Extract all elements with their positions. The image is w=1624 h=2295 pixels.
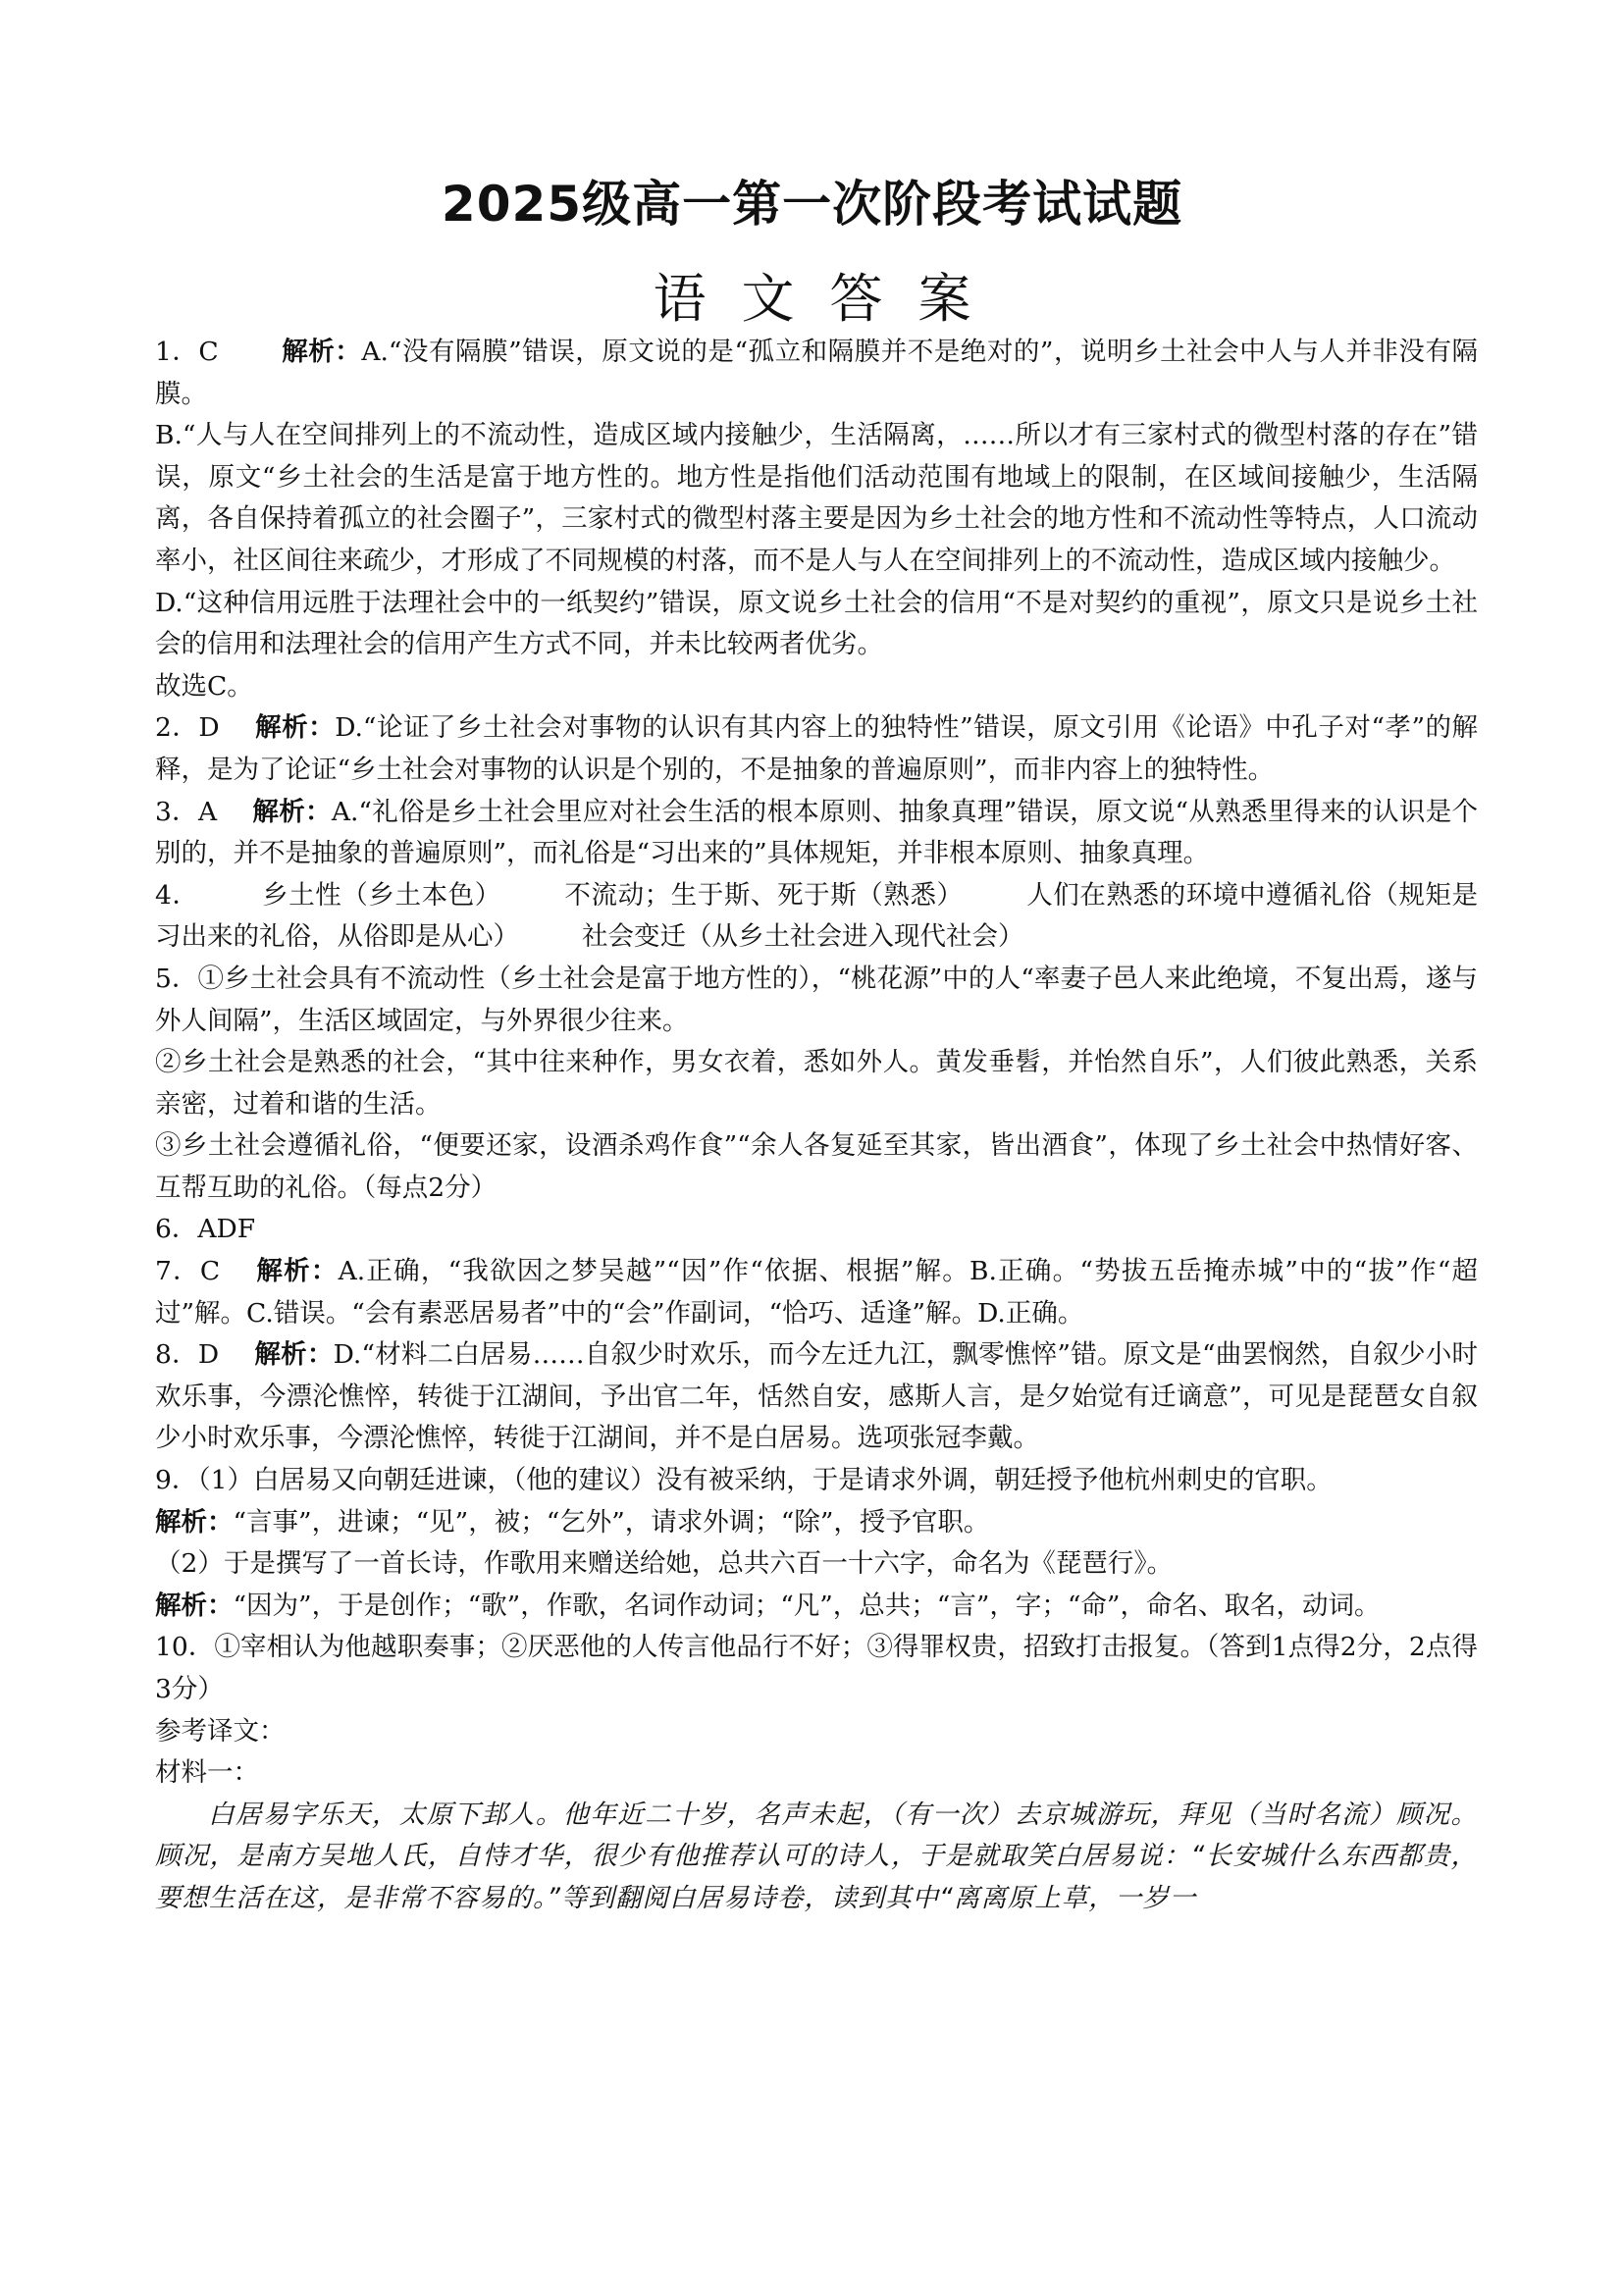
material-one-heading: 材料一：: [155, 1757, 259, 1789]
q1-option-a: A.“没有隔膜”错误，原文说的是“孤立和隔膜并不是绝对的”，说明乡土社会中人与人并非没有隔膜。: [155, 337, 1478, 409]
q4-number: 4．: [155, 879, 199, 911]
q8-analysis-label: 解析：: [254, 1339, 334, 1371]
q9-analysis-text-1: “言事”，进谏；“见”，被；“乞外”，请求外调；“除”，授予官职。: [233, 1506, 990, 1538]
answer-q9-analysis2: [155, 1586, 1478, 1628]
q3-text: A.“礼俗是乡土社会里应对社会生活的根本原则、抽象真理”错误，原文说“从熟悉里得来的认识是个别的，并不是抽象的普遍原则”，而礼俗是“习出来的”具体规矩，并非根本原则、抽象真理。: [155, 796, 1479, 869]
answer-body: [155, 332, 1478, 1920]
q1-option-b: B.“人与人在空间排列上的不流动性，造成区域内接触少，生活隔离，……所以才有三家村式的微型村落的存在”错误，原文“乡土社会的生活是富于地方性的。地方性是指他们活动范围有地域上的限制，在区域间接触少，生活隔离，各自保持着孤立的社会圈子”，三家村式的微型村落主要是因为乡土社会的地方性和不流动性等特点，人口流动率小，社区间往来疏少，才形成了不同规模的村落，而不是人与人在空间排列上的不流动性，造成区域内接触少。: [155, 420, 1478, 576]
q7-analysis-label: 解析：: [255, 1256, 339, 1287]
q8-text: D.“材料二白居易……自叙少时欢乐，而今左迁九江，飘零憔悴”错。原文是“曲罢悯然，自叙少小时欢乐事，今漂沦憔悴，转徙于江湖间，予出官二年，恬然自安，感斯人言，是夕始觉有迁谪意”，可见是琵琶女自叙少小时欢乐事，今漂沦憔悴，转徙于江湖间，并不是白居易。选项张冠李戴。: [155, 1339, 1479, 1454]
q1-analysis-label: 解析：: [281, 337, 362, 367]
q9-analysis-label-1: 解析：: [155, 1506, 234, 1538]
q1-option-d: D.“这种信用远胜于法理社会中的一纸契约”错误，原文说乡土社会的信用“不是对契约的重视”，原文只是说乡土社会的信用和法理社会的信用产生方式不同，并未比较两者优劣。: [155, 587, 1478, 660]
answer-q7: [155, 1251, 1478, 1334]
answer-q5-point3: ③乡土社会遵循礼俗，“便要还家，设酒杀鸡作食”“余人各复延至其家，皆出酒食”，体现了乡土社会中热情好客、互帮互助的礼俗。（每点2分）: [155, 1130, 1478, 1203]
answer-q4: [155, 875, 1478, 959]
q9-analysis-text-2: “因为”，于是创作；“歌”，作歌，名词作动词；“凡”，总共；“言”，字；“命”，命名、取名，动词。: [233, 1590, 1381, 1621]
q3-number: 3．A: [155, 796, 218, 827]
answer-q1-line1: [155, 332, 1478, 415]
answer-q5-point2: ②乡土社会是熟悉的社会，“其中往来种作，男女衣着，悉如外人。黄发垂髫，并怡然自乐”，人们彼此熟悉，关系亲密，过着和谐的生活。: [155, 1047, 1478, 1120]
answer-q9-part2: （2）于是撰写了一首长诗，作歌用来赠送给她，总共六百一十六字，命名为《琵琶行》。: [155, 1548, 1174, 1580]
q4-point3: 人们在熟悉的环境中遵循礼俗（规矩是习出来的礼俗，从俗即是从心）: [155, 879, 1479, 953]
answer-q9-part1: 9．（1）白居易又向朝廷进谏，（他的建议）没有被采纳，于是请求外调，朝廷授予他杭州刺史的官职。: [155, 1465, 1333, 1496]
q4-point2: 不流动；生于斯、死于斯（熟悉）: [563, 879, 964, 911]
answer-q6: 6．ADF: [155, 1214, 256, 1245]
answer-q9-analysis1: [155, 1502, 1478, 1544]
q3-analysis-label: 解析：: [252, 796, 332, 827]
q7-number: 7．C: [155, 1256, 221, 1287]
q7-text: A.正确，“我欲因之梦吴越”“因”作“依据、根据”解。B.正确。“势拔五岳掩赤城”中的“拔”作“超过”解。C.错误。“会有素恶居易者”中的“会”作副词，“恰巧、适逢”解。D.正确。: [155, 1256, 1479, 1329]
q1-number: 1．C: [155, 337, 219, 367]
q2-number: 2．D: [155, 712, 220, 744]
page-title: 2025级高一第一次阶段考试试题: [441, 176, 1183, 233]
answer-q2: [155, 707, 1478, 791]
q2-analysis-label: 解析：: [254, 712, 336, 744]
q8-number: 8．D: [155, 1339, 220, 1371]
q2-text: D.“论证了乡土社会对事物的认识有其内容上的独特性”错误，原文引用《论语》中孔子对“孝”的解释，是为了论证“乡土社会对事物的认识是个别的，不是抽象的普遍原则”，而非内容上的独特性。: [155, 712, 1479, 785]
answer-q3: [155, 792, 1478, 875]
answer-q8: [155, 1334, 1478, 1460]
material-one-translation: 白居易字乐天，太原下邽人。他年近二十岁，名声未起，（有一次）去京城游玩，拜见（当时名流）顾况。顾况，是南方吴地人氏，自恃才华，很少有他推荐认可的诗人，于是就取笑白居易说：“长安城什么东西都贵，要想生活在这，是非常不容易的。”等到翻阅白居易诗卷，读到其中“离离原上草，一岁一: [155, 1799, 1478, 1913]
answer-q10: 10．①宰相认为他越职奏事；②厌恶他的人传言他品行不好；③得罪权贵，招致打击报复。（答到1点得2分，2点得3分）: [155, 1632, 1478, 1704]
q9-analysis-label-2: 解析：: [155, 1590, 234, 1621]
answer-q5-point1: 5．①乡土社会具有不流动性（乡土社会是富于地方性的），“桃花源”中的人“率妻子邑人来此绝境，不复出焉，遂与外人间隔”，生活区域固定，与外界很少往来。: [155, 963, 1478, 1036]
translation-heading: 参考译文：: [155, 1715, 286, 1747]
q4-point4: 社会变迁（从乡土社会进入现代社会）: [582, 921, 1024, 953]
page-subtitle: 语文答案: [653, 268, 1007, 330]
q1-conclusion: 故选C。: [155, 670, 253, 702]
q4-point1: 乡土性（乡土本色）: [261, 879, 501, 911]
